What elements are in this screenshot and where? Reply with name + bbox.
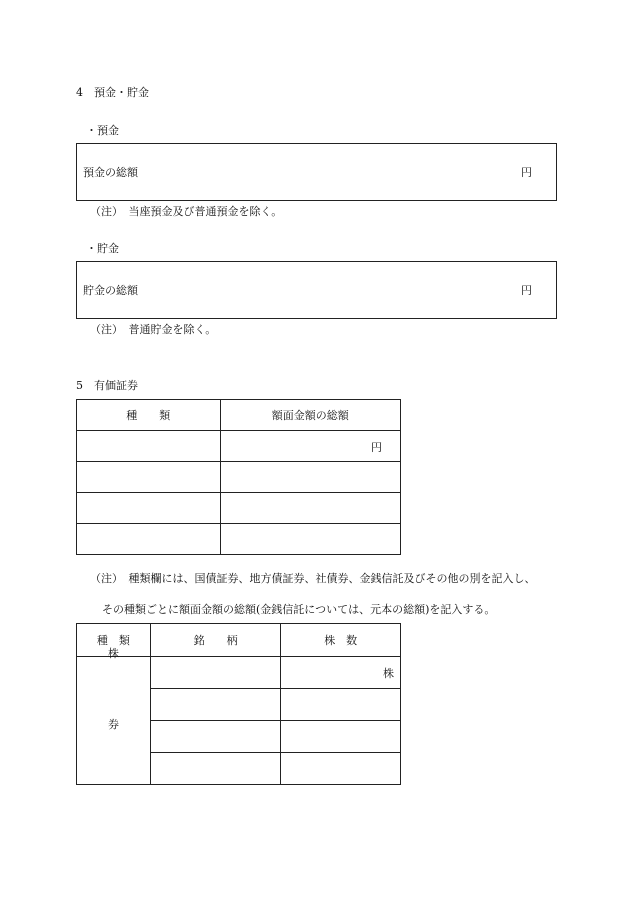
table-row [77, 431, 401, 462]
securities-table-header [77, 400, 401, 431]
deposit-total-box[interactable] [76, 143, 557, 201]
stock-label-top: 株 [108, 646, 119, 660]
face-value-cell[interactable] [220, 431, 400, 462]
header-share-count: 株 数 [281, 624, 401, 657]
face-value-cell[interactable] [220, 524, 400, 555]
issue-name-cell[interactable] [150, 689, 281, 721]
deposit-subheading: ・預金 [86, 124, 119, 137]
header-face-value-total: 額面金額の総額 [220, 400, 400, 431]
securities-note-line-1: （注） 種類欄には、国債証券、地方債証券、社債券、金銭信託及びその他の別を記入し、 [90, 572, 536, 585]
header-issue-name: 銘 柄 [150, 624, 281, 657]
type-cell[interactable] [77, 431, 221, 462]
share-unit: 株 [383, 667, 394, 680]
deposit-note: （注） 当座預金及び普通預金を除く。 [90, 205, 283, 218]
savings-total-label: 貯金の総額 [83, 284, 138, 297]
share-count-cell[interactable] [281, 657, 401, 689]
type-cell[interactable] [77, 493, 221, 524]
savings-note: （注） 普通貯金を除く。 [90, 323, 217, 336]
table-row [77, 657, 401, 689]
section-5-heading: 5 有価証券 [76, 379, 138, 392]
table-row [77, 462, 401, 493]
type-cell[interactable] [77, 524, 221, 555]
stock-label-bottom: 券 [108, 717, 119, 731]
share-count-cell[interactable] [281, 753, 401, 785]
savings-total-unit: 円 [521, 284, 532, 297]
securities-table [76, 399, 401, 555]
header-type: 種 類 [77, 624, 151, 657]
issue-name-cell[interactable] [150, 753, 281, 785]
table-row [77, 524, 401, 555]
securities-note-line-2: その種類ごとに額面金額の総額(金銭信託については、元本の総額)を記入する。 [102, 603, 496, 616]
type-cell[interactable] [77, 462, 221, 493]
share-count-cell[interactable] [281, 721, 401, 753]
savings-subheading: ・貯金 [86, 242, 119, 255]
savings-total-box[interactable] [76, 261, 557, 319]
yen-unit: 円 [371, 441, 382, 454]
face-value-cell[interactable] [220, 493, 400, 524]
section-4-heading: 4 預金・貯金 [76, 86, 149, 99]
issue-name-cell[interactable] [150, 657, 281, 689]
stock-type-cell [77, 646, 151, 785]
face-value-cell[interactable] [220, 462, 400, 493]
share-count-cell[interactable] [281, 689, 401, 721]
stock-table [76, 623, 401, 785]
table-row [77, 493, 401, 524]
deposit-total-unit: 円 [521, 166, 532, 179]
deposit-total-label: 預金の総額 [83, 166, 138, 179]
header-type: 種 類 [77, 400, 221, 431]
